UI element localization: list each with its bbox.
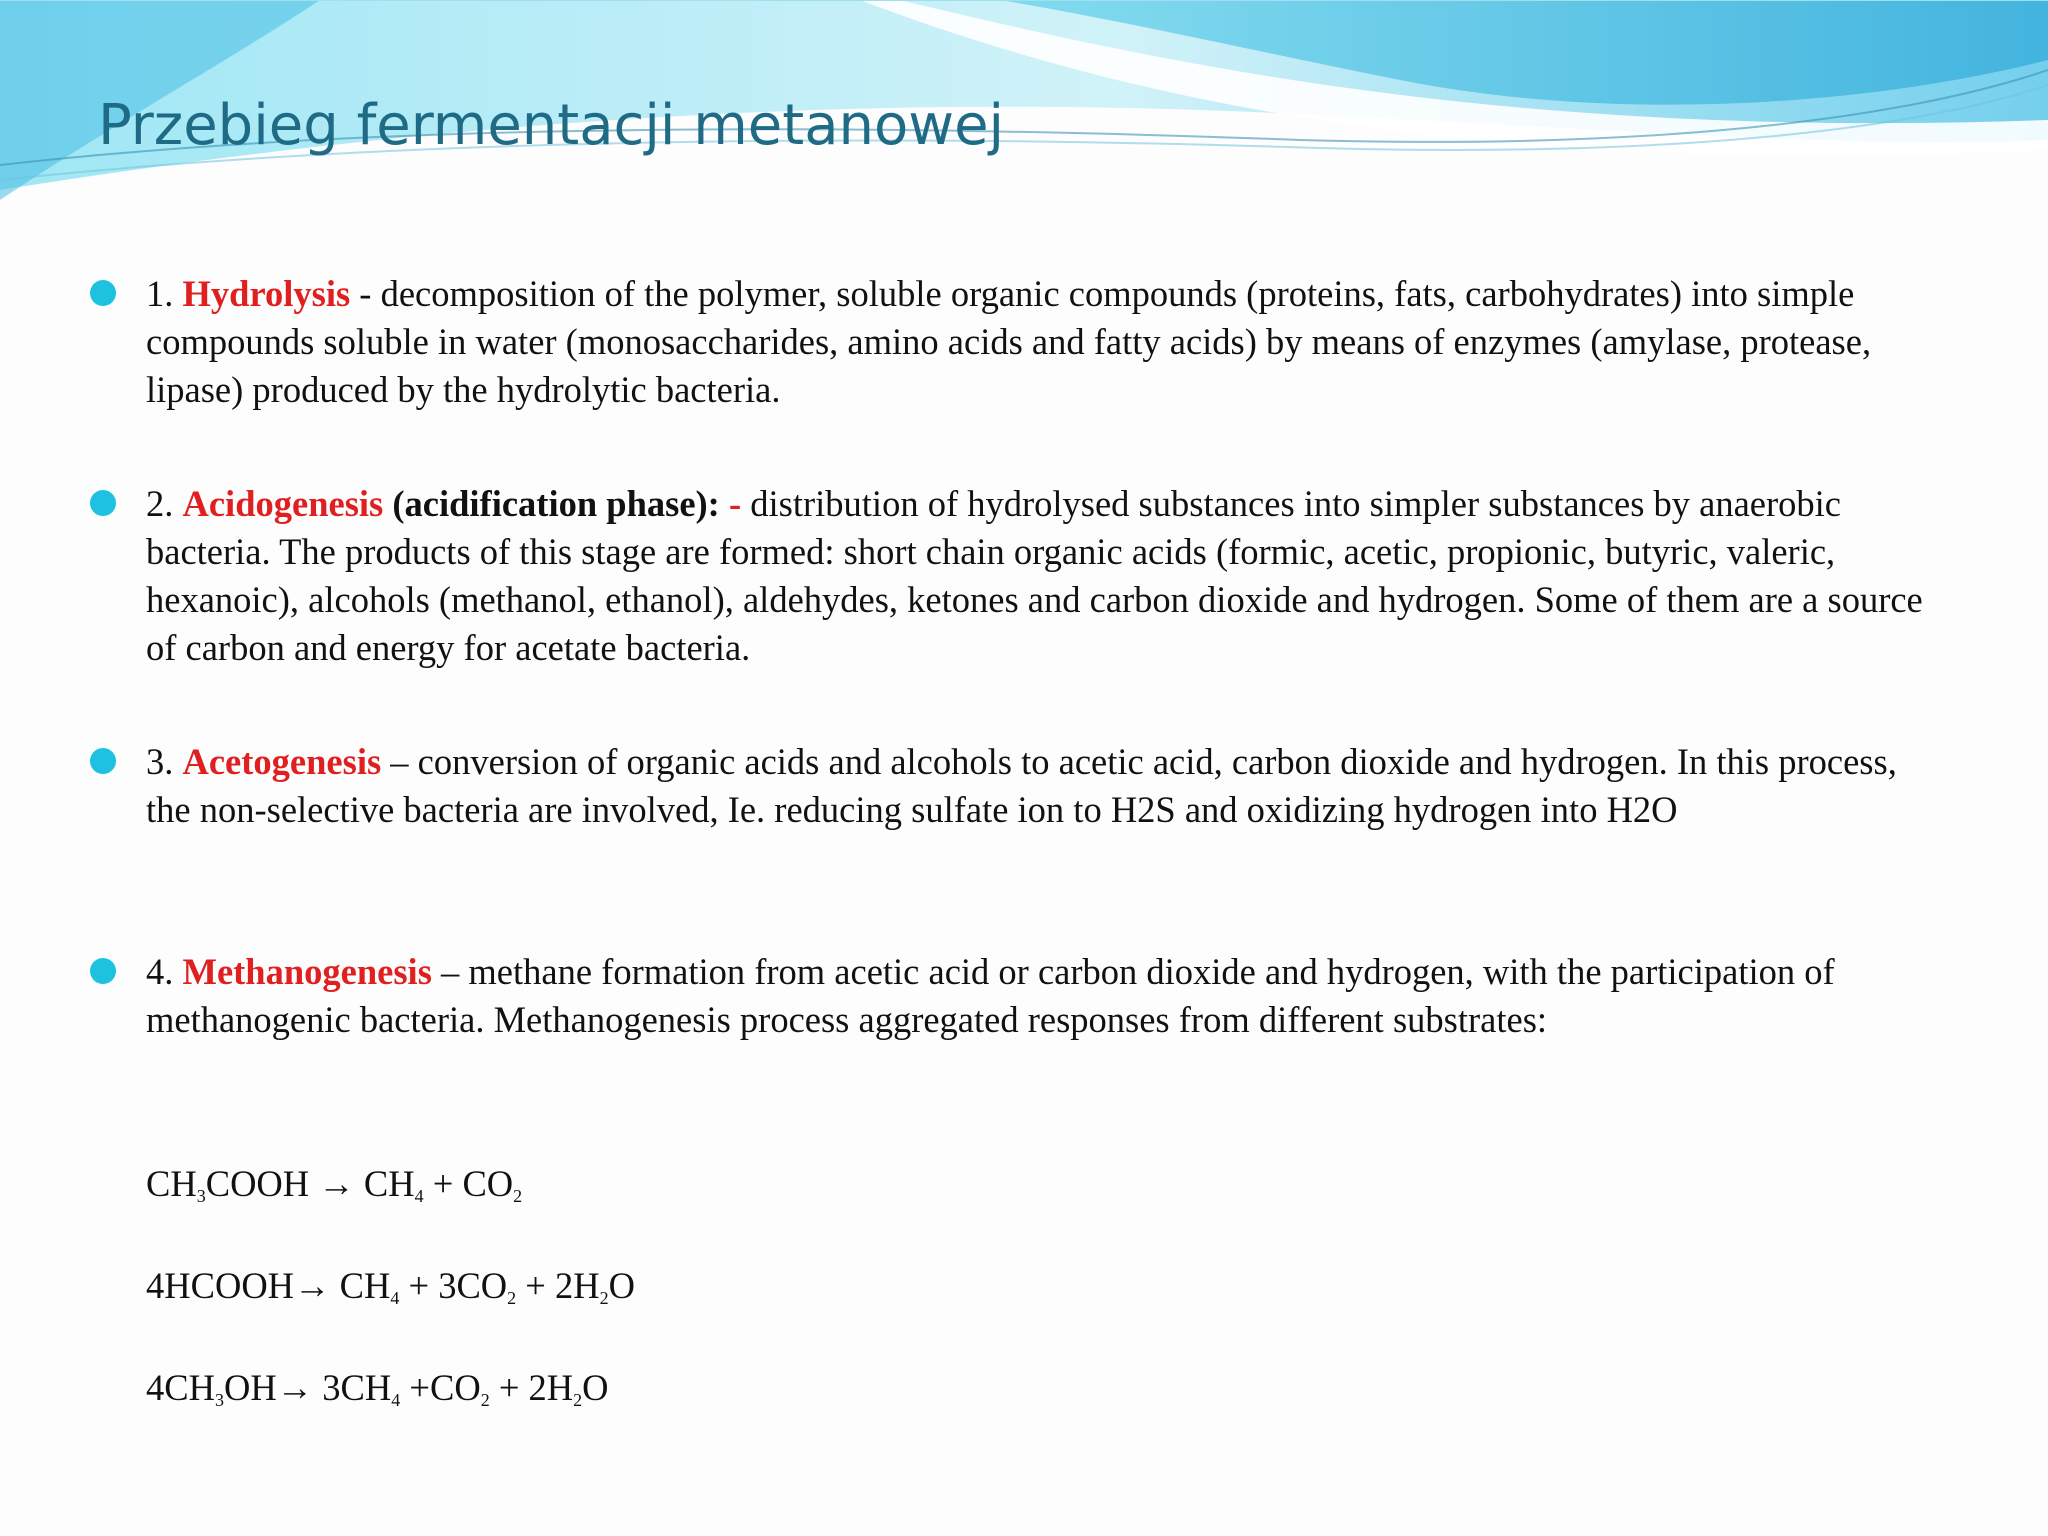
equation — [146, 1262, 635, 1310]
list-item-methanogenesis — [146, 948, 1936, 1044]
item-text: distribution of hydrolysed substances into simpler substances by anaerobic bacteria. The products of this stage are formed: short chain organic acids (formic, acetic, propionic, butyric, valeric, hexanoic), alcohols (methanol, ethanol), aldehydes, ketones and carbon dioxide and hydrogen. Some of them are a source of carbon and energy for acetate bacteria. — [146, 483, 1923, 668]
item-number: 2. — [146, 483, 174, 524]
equation — [146, 1160, 522, 1208]
equation-subscript: 4 — [414, 1186, 424, 1206]
equation-subscript: 2 — [507, 1288, 517, 1308]
item-number: 1. — [146, 273, 174, 314]
item-number: 4. — [146, 951, 174, 992]
item-keyword: Acetogenesis — [182, 741, 382, 782]
equation-text: + 2H — [489, 1367, 574, 1408]
equation-subscript: 2 — [480, 1390, 490, 1410]
equation-text: OH→ 3CH — [223, 1367, 392, 1408]
item-keyword: Hydrolysis — [182, 273, 351, 314]
equation-text: O — [608, 1265, 635, 1306]
slide-title: Przebieg fermentacji metanowej — [98, 93, 1005, 158]
equation-subscript: 2 — [599, 1288, 609, 1308]
bullet-icon — [90, 490, 116, 516]
bullet-icon — [90, 748, 116, 774]
item-keyword: Methanogenesis — [182, 951, 432, 992]
item-text: – methane formation from acetic acid or carbon dioxide and hydrogen, with the participation of methanogenic bacteria. Methanogenesis process aggregated responses from different substrates: — [146, 951, 1835, 1040]
item-bold-text: (acidification phase): — [383, 483, 729, 524]
equation-text: COOH → CH — [205, 1163, 415, 1204]
equation-text: + 3CO — [399, 1265, 508, 1306]
item-keyword: Acidogenesis — [182, 483, 384, 524]
equation-subscript: 2 — [573, 1390, 583, 1410]
equation-text: 4CH — [146, 1367, 215, 1408]
bullet-icon — [90, 958, 116, 984]
equation-text: + CO — [423, 1163, 514, 1204]
item-text: - decomposition of the polymer, soluble organic compounds (proteins, fats, carbohydrates) into simple compounds soluble in water (monosaccharides, amino acids and fatty acids) by means of enzymes (amylase, protease, lipase) produced by the hydrolytic bacteria. — [146, 273, 1872, 410]
bullet-icon — [90, 280, 116, 306]
equation-subscript: 3 — [214, 1390, 224, 1410]
equation-text: O — [582, 1367, 609, 1408]
equation-text: + 2H — [516, 1265, 600, 1306]
equation-subscript: 3 — [196, 1186, 206, 1206]
equation-subscript: 4 — [391, 1390, 401, 1410]
equation-text: +CO — [400, 1367, 481, 1408]
equation-subscript: 4 — [390, 1288, 400, 1308]
equation-subscript: 2 — [513, 1186, 523, 1206]
item-text: – conversion of organic acids and alcohols to acetic acid, carbon dioxide and hydrogen. In this process, the non-selective bacteria are involved, Ie. reducing sulfate ion to H2S and oxidizing hydrogen into H2O — [146, 741, 1897, 830]
equation-text: CH — [146, 1163, 197, 1204]
list-item-hydrolysis — [146, 270, 1936, 414]
item-dash: - — [728, 483, 742, 524]
list-item-acidogenesis — [146, 480, 1936, 672]
equation — [146, 1364, 609, 1412]
list-item-acetogenesis — [146, 738, 1936, 834]
item-number: 3. — [146, 741, 174, 782]
equation-text: 4HCOOH→ CH — [146, 1265, 391, 1306]
